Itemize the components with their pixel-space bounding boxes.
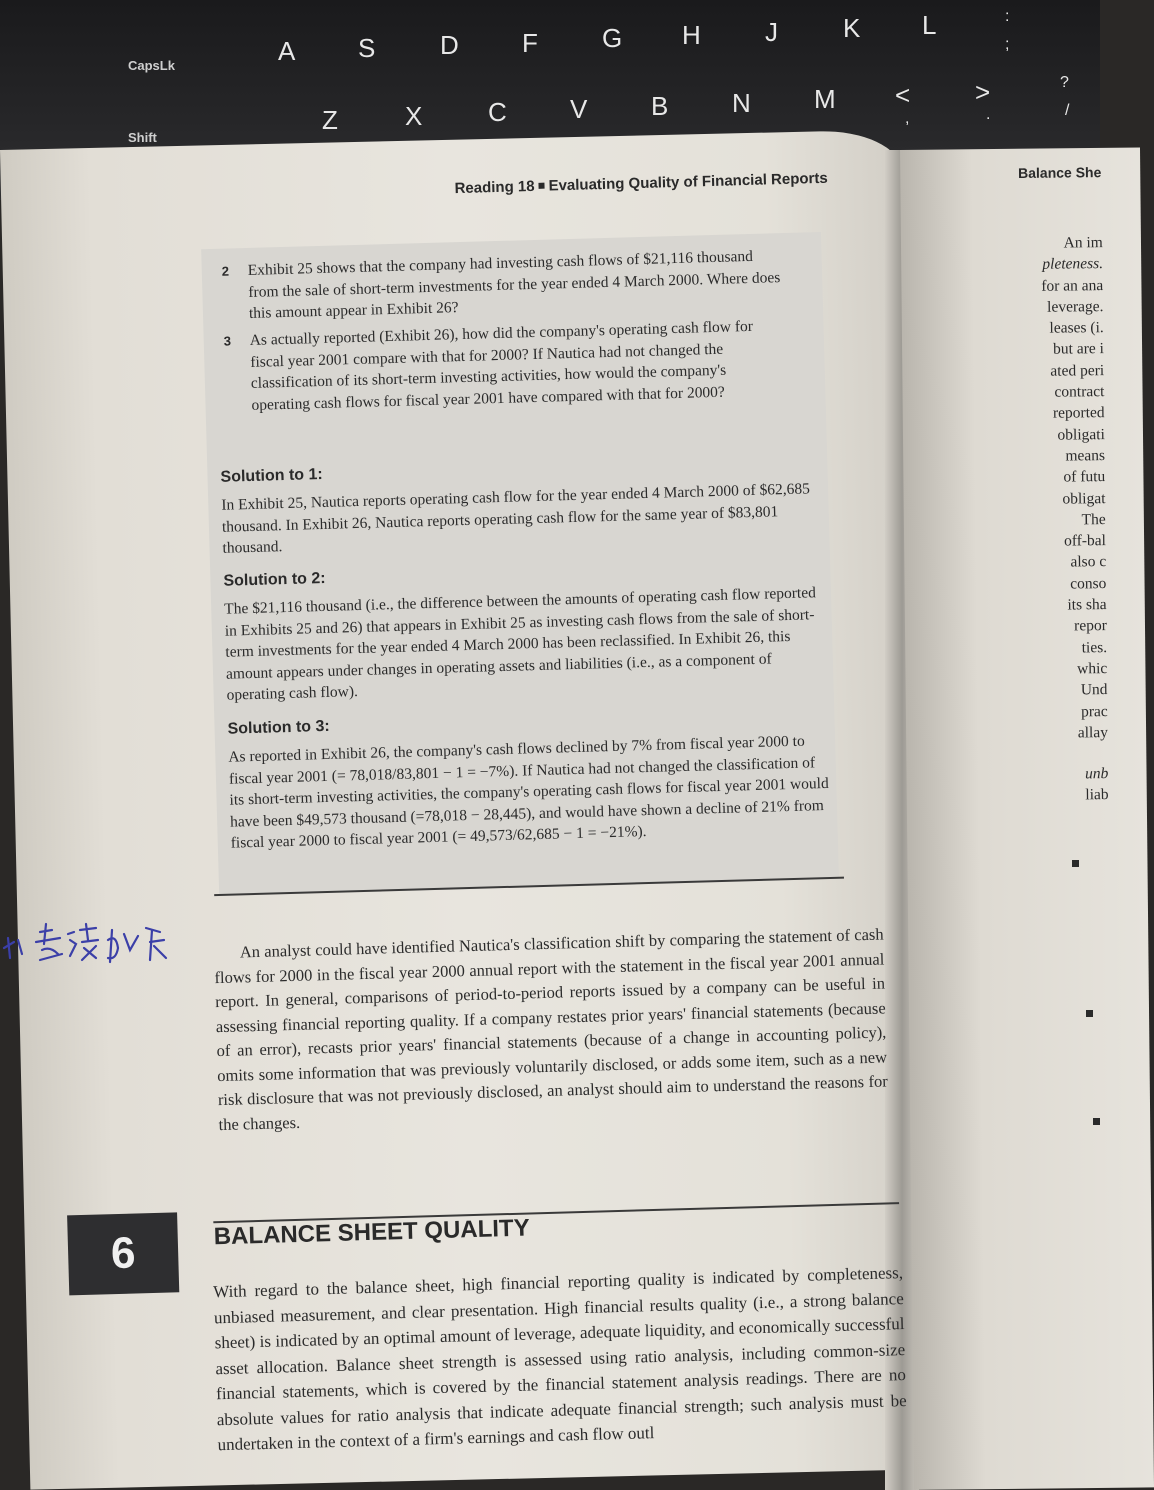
key-d: D bbox=[440, 30, 459, 60]
right-line: for an ana bbox=[1041, 276, 1104, 295]
key-colon: : bbox=[1005, 8, 1010, 25]
analyst-paragraph: An analyst could have identified Nautica's classification shift by comparing the statement of cash flows for 2000 in the fiscal year 2000 annual report with the statement in the fiscal year 2001 annual report. In general, comparisons of period-to-period reports issued by a company can be useful in assessing financial reporting quality. If a company restates prior years' financial statements (because of an error), recasts prior years' financial statements (because of a change in accounting policy), omits some information that was previously voluntarily disclosed, or adds some item, such as a new risk disclosure that was not previously disclosed, an analyst should aim to understand the reasons for the changes. bbox=[214, 924, 888, 1134]
right-line: conso bbox=[1070, 574, 1107, 593]
key-l: L bbox=[922, 10, 937, 40]
solution-1-text: In Exhibit 25, Nautica reports operating cash flow for the year ended 4 March 2000 of $62,685 thousand. In Exhibit 26, Nautica reports operating cash flow for the same year of $83,801 thousand. bbox=[221, 480, 811, 557]
right-line: pleteness. bbox=[1042, 255, 1104, 274]
right-line: ated peri bbox=[1050, 361, 1105, 380]
right-line: whic bbox=[1077, 660, 1108, 678]
right-line: The bbox=[1081, 510, 1106, 529]
key-m: M bbox=[814, 84, 836, 114]
question-number: 2 bbox=[221, 263, 230, 279]
key-g: G bbox=[602, 23, 623, 53]
key-semicolon: ; bbox=[1005, 36, 1010, 53]
right-line: contract bbox=[1054, 383, 1105, 401]
right-line: leases (i. bbox=[1049, 319, 1104, 337]
solution-2-heading: Solution to 2: bbox=[223, 569, 326, 590]
section-number: 6 bbox=[67, 1212, 179, 1295]
solution-2-text: The $21,116 thousand (i.e., the difference between the amounts of operating cash flow reported in Exhibits 25 and 26) that appears in Exhibit 25 as investing cash flows from the sale of short-term investments for the year ended 4 March 2000 has been reclassified. In Exhibit 26, this amount appears under changes in operating assets and liabilities (i.e., as a component of operating cash flow). bbox=[223, 584, 817, 704]
right-line: unb bbox=[1085, 765, 1109, 783]
right-line: its sha bbox=[1067, 596, 1107, 614]
right-bullet-icon bbox=[1086, 1010, 1093, 1017]
key-b: B bbox=[651, 91, 669, 121]
key-a: A bbox=[278, 36, 296, 66]
right-line: Und bbox=[1080, 681, 1108, 699]
key-question: ? bbox=[1060, 74, 1069, 91]
key-slash: / bbox=[1065, 102, 1070, 119]
right-bullet-icon bbox=[1072, 860, 1079, 867]
question-number: 3 bbox=[223, 333, 232, 349]
question-3 bbox=[223, 315, 785, 417]
key-h: H bbox=[682, 20, 701, 50]
right-line: also c bbox=[1070, 553, 1107, 571]
right-line: of futu bbox=[1063, 468, 1106, 486]
right-line: prac bbox=[1080, 702, 1108, 720]
key-n: N bbox=[732, 88, 751, 118]
key-x: X bbox=[405, 101, 423, 131]
right-line: ties. bbox=[1081, 638, 1108, 657]
right-page-content bbox=[1018, 164, 1115, 807]
square-bullet-icon bbox=[538, 183, 544, 189]
right-line: leverage. bbox=[1047, 298, 1104, 316]
section-body: With regard to the balance sheet, high financial reporting quality is indicated by completeness, unbiased measurement, and clear presentation. High financial results quality (i.e., a strong balance sheet) is indicated by an optimal amount of leverage, adequate liquidity, and economically successful asset allocation. Balance sheet strength is assessed using ratio analysis, including common-size financial statements, which is covered by the financial statement analysis readings. There are no absolute values for ratio analysis that indicate adequate financial strength; such analysis must be undertaken in the context of a firm's earnings and cash flow outl bbox=[213, 1263, 907, 1455]
right-line: reported bbox=[1052, 404, 1105, 423]
right-running-head: Balance She bbox=[1018, 164, 1102, 181]
key-period: . bbox=[986, 106, 991, 123]
right-line: liab bbox=[1085, 786, 1109, 804]
section-title: BALANCE SHEET QUALITY bbox=[213, 1214, 531, 1251]
right-line: but are i bbox=[1053, 340, 1105, 359]
running-head bbox=[454, 170, 828, 197]
key-k: K bbox=[843, 13, 861, 43]
right-line: means bbox=[1065, 447, 1106, 465]
right-line: obligati bbox=[1057, 425, 1105, 444]
solution-3-text: As reported in Exhibit 26, the company's cash flows declined by 7% from fiscal year 2000 to fiscal year 2001 (= 78,018/83,801 − 1 = −7%). If Nautica had not changed the classification of its short-term investing activities, the company's operating cash flows for fiscal year 2001 would have been $49,573 thousand (=78,018 − 28,445), and would have shown a decline of 21% from fiscal year 2000 to fiscal year 2001 (= 49,573/62,685 − 1 = −21%). bbox=[228, 732, 829, 852]
right-bullet-icon bbox=[1093, 1118, 1100, 1125]
handwritten-annotation bbox=[0, 910, 170, 980]
right-line: off-bal bbox=[1063, 532, 1107, 550]
key-greater-than: > bbox=[975, 77, 991, 107]
key-s: S bbox=[358, 33, 376, 63]
right-line: An im bbox=[1063, 234, 1103, 252]
reading-label: Reading 18 bbox=[454, 177, 535, 198]
question-text: Exhibit 25 shows that the company had investing cash flows of $21,116 thousand from the sale of short-term investments for the year ended 4 March 2000. Where does this amount appear in Exhibit 26? bbox=[247, 247, 781, 322]
solution-1-heading: Solution to 1: bbox=[220, 465, 323, 486]
right-line: repor bbox=[1074, 617, 1107, 635]
key-z: Z bbox=[322, 105, 338, 135]
right-line: obligat bbox=[1062, 489, 1106, 508]
key-comma: , bbox=[905, 110, 910, 127]
right-line: allay bbox=[1077, 723, 1109, 742]
key-less-than: < bbox=[895, 80, 911, 110]
reading-title: Evaluating Quality of Financial Reports bbox=[548, 169, 828, 195]
question-text: As actually reported (Exhibit 26), how did the company's operating cash flow for fiscal year 2001 compare with that for 2000? If Nautica had not changed the classification of its short-term investing activities, how would the company's operating cash flows for fiscal year 2001 have compared with that for 2000? bbox=[249, 317, 754, 414]
key-j: J bbox=[765, 17, 778, 47]
key-f: F bbox=[522, 28, 538, 58]
solution-3-heading: Solution to 3: bbox=[227, 717, 330, 738]
key-shift: Shift bbox=[128, 130, 157, 145]
key-v: V bbox=[570, 94, 588, 124]
key-capslock: CapsLk bbox=[128, 58, 175, 73]
key-c: C bbox=[488, 97, 507, 127]
